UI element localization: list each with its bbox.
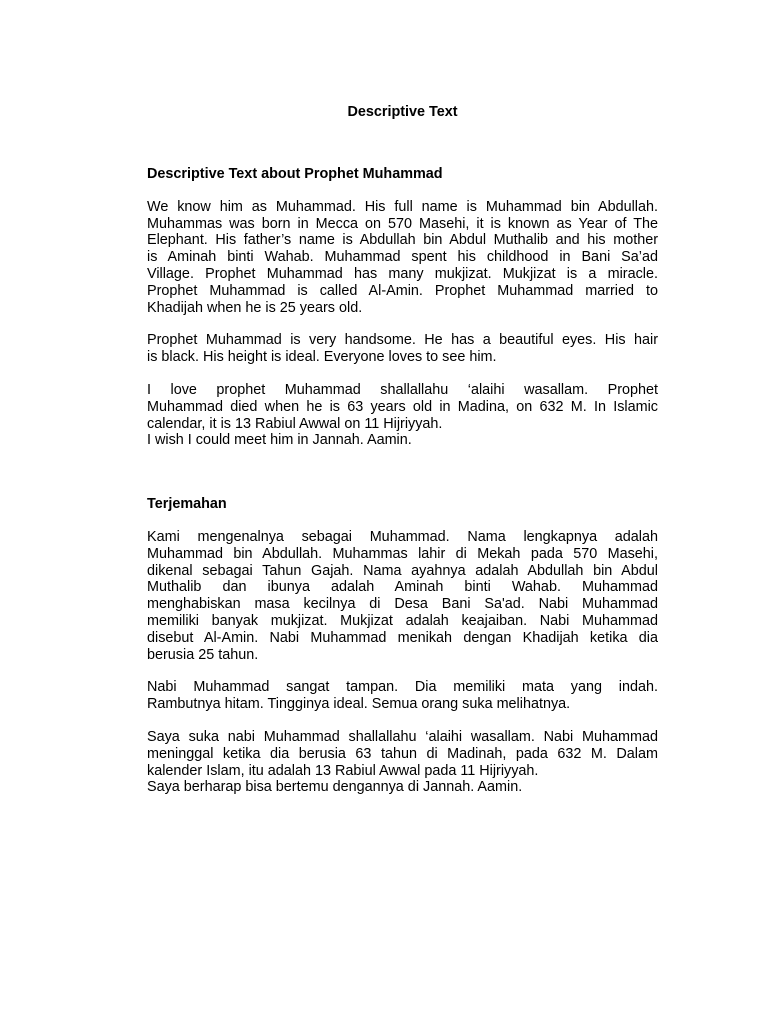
text-line: menghabiskan masa kecilnya di Desa Bani Sa'ad. Nabi Muhammad	[147, 596, 658, 613]
text-line: memiliki banyak mukjizat. Mukjizat adalah keajaiban. Nabi Muhammad	[147, 612, 658, 629]
text-line: I love prophet Muhammad shallallahu ‘alaihi wasallam. Prophet	[147, 381, 658, 398]
text-line: Prophet Muhammad is very handsome. He has a beautiful eyes. His hair	[147, 332, 658, 349]
english-paragraph-1	[147, 199, 658, 317]
text-line: Nabi Muhammad sangat tampan. Dia memiliki mata yang indah.	[147, 679, 658, 696]
text-line: Kami mengenalnya sebagai Muhammad. Nama lengkapnya adalah	[147, 528, 658, 545]
text-line: Muhammad died when he is 63 years old in Madina, on 632 M. In Islamic	[147, 398, 658, 415]
text-line: disebut Al-Amin. Nabi Muhammad menikah dengan Khadijah ketika dia	[147, 629, 658, 646]
text-line: Muhammas was born in Mecca on 570 Masehi, it is known as Year of The	[147, 215, 658, 232]
english-paragraph-3	[147, 382, 658, 449]
text-line: Saya suka nabi Muhammad shallallahu ‘alaihi wasallam. Nabi Muhammad	[147, 728, 658, 745]
text-line: We know him as Muhammad. His full name is Muhammad bin Abdullah.	[147, 198, 658, 215]
text-line: Rambutnya hitam. Tingginya ideal. Semua orang suka melihatnya.	[147, 696, 571, 713]
text-line: Saya berharap bisa bertemu dengannya di Jannah. Aamin.	[147, 779, 523, 796]
text-line: is black. His height is ideal. Everyone loves to see him.	[147, 349, 497, 366]
english-heading: Descriptive Text about Prophet Muhammad	[147, 166, 443, 182]
text-line: calendar, it is 13 Rabiul Awwal on 11 Hijriyyah.	[147, 415, 443, 432]
text-line: Elephant. His father’s name is Abdullah bin Abdul Muthalib and his mother	[147, 232, 658, 249]
document-title: Descriptive Text	[347, 104, 458, 120]
translation-paragraph-2	[147, 679, 658, 713]
text-line: Prophet Muhammad is called Al-Amin. Prophet Muhammad married to	[147, 282, 658, 299]
text-line: Village. Prophet Muhammad has many mukjizat. Mukjizat is a miracle.	[147, 265, 658, 282]
text-line: dikenal sebagai Tahun Gajah. Nama ayahnya adalah Abdullah bin Abdul	[147, 562, 658, 579]
translation-paragraph-3	[147, 729, 658, 796]
text-line: is Aminah binti Wahab. Muhammad spent his childhood in Bani Sa’ad	[147, 249, 658, 266]
text-line: meninggal ketika dia berusia 63 tahun di Madinah, pada 632 M. Dalam	[147, 745, 658, 762]
text-line: I wish I could meet him in Jannah. Aamin.	[147, 432, 412, 449]
translation-paragraph-1	[147, 529, 658, 663]
text-line: kalender Islam, itu adalah 13 Rabiul Awwal pada 11 Hijriyyah.	[147, 762, 539, 779]
text-line: berusia 25 tahun.	[147, 646, 259, 663]
text-line: Khadijah when he is 25 years old.	[147, 299, 363, 316]
english-paragraph-2	[147, 332, 658, 366]
document-content	[147, 104, 658, 796]
text-line: Muthalib dan ibunya adalah Aminah binti Wahab. Muhammad	[147, 579, 658, 596]
text-line: Muhammad bin Abdullah. Muhammas lahir di Mekah pada 570 Masehi,	[147, 545, 658, 562]
translation-heading: Terjemahan	[147, 496, 227, 513]
